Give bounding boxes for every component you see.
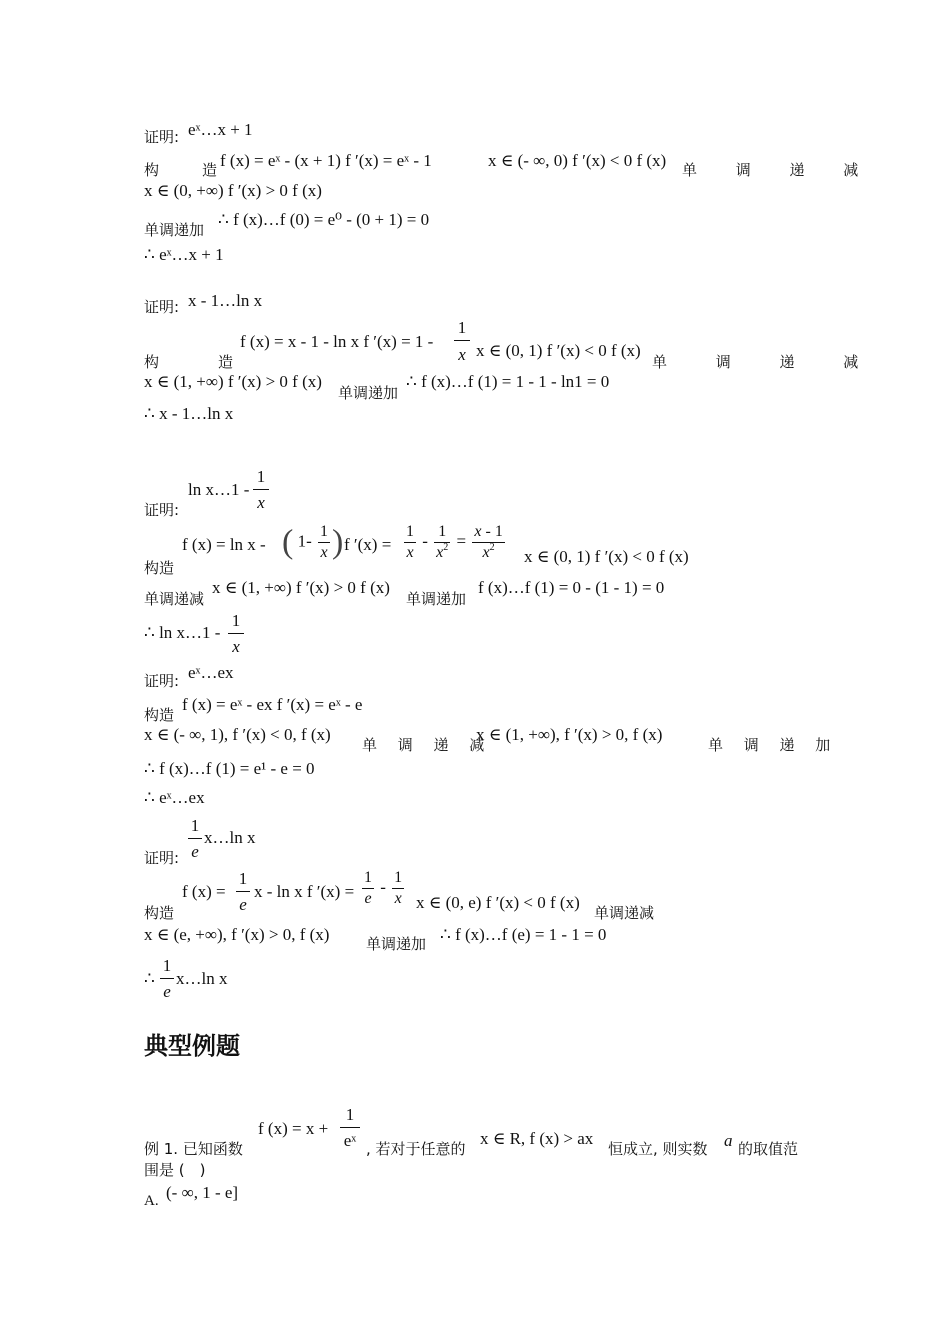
proof1-label: 证明:: [144, 128, 180, 146]
example1-frac-bar: [340, 1127, 360, 1128]
proof3-construct: f (x) = ln x -: [182, 535, 266, 554]
proof5-construct: f (x) =: [182, 882, 226, 901]
example1-label: 例 1. 已知函数: [144, 1140, 243, 1158]
proof2-frac-num: 1: [457, 318, 467, 337]
proof5-claim-frac-num: 1: [190, 816, 200, 835]
proof5-construct-frac-num: 1: [238, 869, 248, 888]
proof3-construct-mid: f ′(x) =: [344, 535, 392, 554]
proof1-construct: f (x) = eˣ - (x + 1) f ′(x) = eˣ - 1: [220, 151, 432, 170]
proof4-interval2: x ∈ (1, +∞), f ′(x) > 0, f (x): [476, 725, 663, 744]
option-a-value: (- ∞, 1 - e]: [166, 1183, 239, 1202]
example1-var: a: [724, 1131, 733, 1150]
proof3-conclusion: f (x)…f (1) = 0 - (1 - 1) = 0: [478, 578, 665, 597]
example1-tail2: 的取值范: [738, 1140, 799, 1158]
proof1-construct-label: 构 造: [144, 161, 232, 179]
proof5-label: 证明:: [144, 849, 180, 867]
proof4-result: ∴ eˣ…ex: [144, 788, 205, 807]
proof2-result: ∴ x - 1…ln x: [144, 404, 234, 423]
example1-frac-num: 1: [345, 1105, 355, 1124]
proof3-result-frac-bar: [228, 633, 244, 634]
proof5-conclusion: ∴ f (x)…f (e) = 1 - 1 = 0: [440, 925, 607, 944]
proof5-claim-frac-den: e: [191, 842, 199, 861]
proof2-label: 证明:: [144, 298, 180, 316]
proof2-frac-den: x: [458, 345, 466, 364]
proof1-mono2: 单调递加: [144, 221, 205, 239]
proof5-claim: x…ln x: [204, 828, 256, 847]
proof2-interval2: x ∈ (1, +∞) f ′(x) > 0 f (x): [144, 372, 322, 391]
proof2-mono1: 单 调 递 减: [652, 353, 881, 371]
proof1-mono1: 单 调 递 减: [682, 161, 876, 179]
proof3-construct-label: 构造: [144, 559, 175, 577]
example1-func: f (x) = x +: [258, 1119, 329, 1138]
proof3-claim-frac-den: x: [257, 493, 265, 512]
proof1-claim: eˣ…x + 1: [188, 120, 253, 139]
proof1-interval2: x ∈ (0, +∞) f ′(x) > 0 f (x): [144, 181, 322, 200]
proof4-construct-label: 构造: [144, 706, 175, 724]
example1-tail: 恒成立, 则实数: [608, 1140, 708, 1158]
proof5-result-frac-den: e: [163, 982, 171, 1001]
proof4-label: 证明:: [144, 672, 180, 690]
proof2-conclusion: ∴ f (x)…f (1) = 1 - 1 - ln1 = 0: [406, 372, 610, 391]
proof4-conclusion: ∴ f (x)…f (1) = e¹ - e = 0: [144, 759, 315, 778]
proof3-derivative-fracs: $\frac{1}{x}$ - $\frac{1}{x^2}$ = $\frac{x - 1}{x^2}$: [406, 523, 503, 561]
proof5-therefore-icon: ∴: [144, 969, 155, 988]
example1-mid: , 若对于任意的: [366, 1140, 466, 1158]
proof1-result: ∴ eˣ…x + 1: [144, 245, 224, 264]
option-a-label: A.: [144, 1193, 159, 1209]
proof1-conclusion: ∴ f (x)…f (0) = e⁰ - (0 + 1) = 0: [218, 210, 430, 229]
proof5-construct-frac-den: e: [239, 895, 247, 914]
proof3-result-frac-den: x: [232, 637, 240, 656]
proof5-result-frac-bar: [160, 978, 174, 979]
proof5-construct-mid: x - ln x f ′(x) =: [254, 882, 355, 901]
proof3-mono1: 单调递减: [144, 590, 205, 608]
proof4-claim: eˣ…ex: [188, 663, 234, 682]
proof4-interval1: x ∈ (- ∞, 1), f ′(x) < 0, f (x): [144, 725, 331, 744]
example1-frac-den: eˣ: [343, 1131, 357, 1150]
proof5-interval1: x ∈ (0, e) f ′(x) < 0 f (x): [416, 893, 580, 912]
proof2-mono2: 单调递加: [338, 384, 399, 402]
proof2-construct-label: 构 造: [144, 353, 256, 371]
example1-line2: 围是 ( ): [144, 1161, 206, 1179]
proof5-mono1: 单调递减: [594, 904, 655, 922]
proof2-frac-bar: [454, 340, 470, 341]
proof3-claim: ln x…1 -: [188, 480, 250, 499]
example1-condition: x ∈ R, f (x) > ax: [480, 1129, 594, 1148]
proof3-interval1: x ∈ (0, 1) f ′(x) < 0 f (x): [524, 547, 689, 566]
proof3-claim-frac-num: 1: [256, 467, 266, 486]
proof2-interval1: x ∈ (0, 1) f ′(x) < 0 f (x): [476, 341, 641, 360]
proof3-result: ∴ ln x…1 -: [144, 623, 221, 642]
proof1-interval1: x ∈ (- ∞, 0) f ′(x) < 0 f (x): [488, 151, 667, 170]
proof5-claim-frac-bar: [188, 838, 202, 839]
proof3-claim-frac-bar: [253, 489, 269, 490]
proof3-interval2: x ∈ (1, +∞) f ′(x) > 0 f (x): [212, 578, 390, 597]
proof3-construct-paren: ( 1- $\frac{1}{x}$ ): [282, 523, 344, 561]
proof5-construct-label: 构造: [144, 904, 175, 922]
proof5-derivative-fracs: $\frac{1}{e}$ - $\frac{1}{x}$: [364, 869, 403, 907]
proof5-mono2: 单调递加: [366, 935, 427, 953]
proof5-interval2: x ∈ (e, +∞), f ′(x) > 0, f (x): [144, 925, 330, 944]
proof3-label: 证明:: [144, 501, 180, 519]
proof4-construct: f (x) = eˣ - ex f ′(x) = eˣ - e: [182, 695, 363, 714]
section-heading: 典型例题: [144, 1032, 240, 1060]
proof4-mono2: 单 调 递 加: [708, 736, 839, 754]
proof4-mono1: 单 调 递 减: [362, 736, 493, 754]
proof5-construct-frac-bar: [236, 891, 250, 892]
proof3-result-frac-num: 1: [231, 611, 241, 630]
proof2-claim: x - 1…ln x: [188, 291, 263, 310]
proof3-mono2: 单调递加: [406, 590, 467, 608]
proof5-result-frac-num: 1: [162, 956, 172, 975]
proof2-construct: f (x) = x - 1 - ln x f ′(x) = 1 -: [240, 332, 434, 351]
proof5-result: x…ln x: [176, 969, 228, 988]
